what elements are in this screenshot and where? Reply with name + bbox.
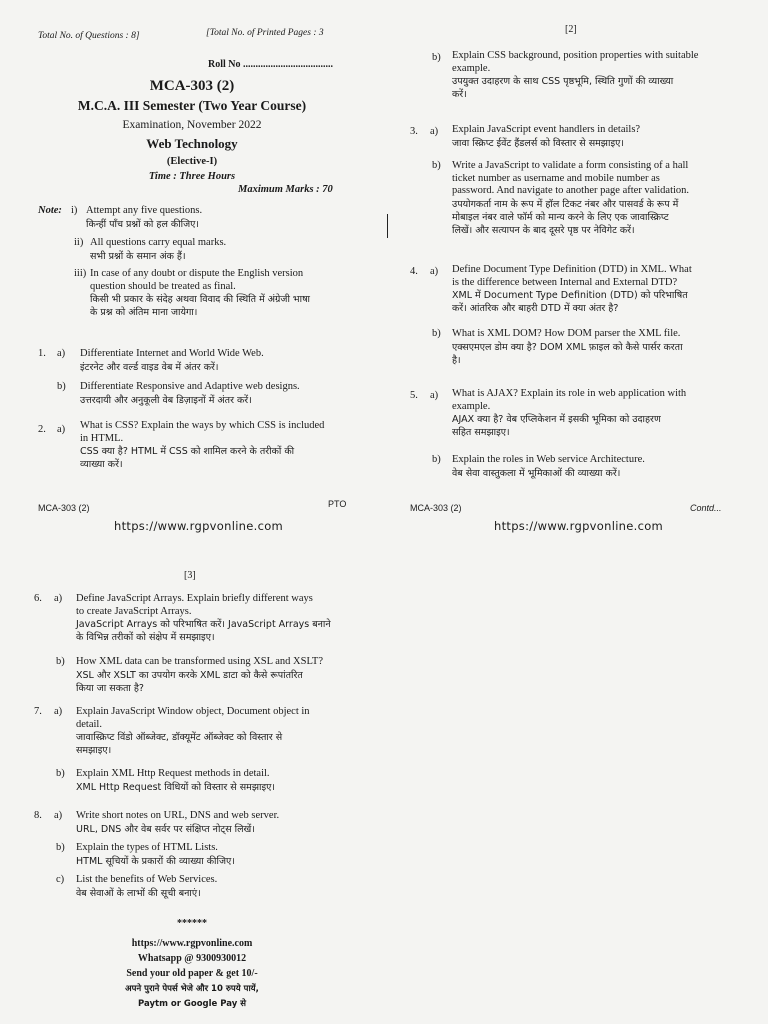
page2-footer-contd: Contd... (690, 503, 722, 513)
promo-payment: Paytm or Google Pay से (138, 999, 246, 1009)
q2a-label: a) (57, 424, 66, 435)
q1b-label: b) (57, 381, 66, 392)
time-label: Time : Three Hours (148, 171, 236, 182)
q6a-text: Define JavaScript Arrays. Explain briefly different ways to create JavaScript Arrays. JavaScript Arrays को परिभाषित करें। JavaScript Arrays बनाने के विभिन्न तरीकों को संक्षेप में समझाइए। (76, 593, 331, 643)
q8a-label: a) (54, 810, 63, 821)
q7a-text: Explain JavaScript Window object, Document object in detail. जावास्क्रिप्ट विंडो ऑब्जेक्ट, डॉक्यूमेंट ऑब्जेक्ट को विस्तार से समझाइए। (76, 706, 310, 756)
course-title: M.C.A. III Semester (Two Year Course) (77, 98, 307, 113)
q3-number: 3. (410, 126, 418, 137)
q6a-label: a) (54, 593, 63, 604)
q2a-text: What is CSS? Explain the ways by which CSS is included in HTML. CSS क्या है? HTML में CSS को शामिल करने के तरीकों की व्याख्या करें। (80, 420, 325, 470)
q6-number: 6. (34, 593, 42, 604)
q3b-label: b) (432, 160, 441, 171)
q4b-label: b) (432, 328, 441, 339)
q7b-label: b) (56, 768, 65, 779)
promo-whatsapp: Whatsapp @ 9300930012 (137, 953, 247, 964)
q3b-text: Write a JavaScript to validate a form consisting of a hall ticket number as username and mobile number as password. And navigate to another page after validation. उपयोगकर्ता नाम के रूप में हॉल टिकट नंबर और पासवर्ड के रूप में मोबाइल नंबर वाले फॉर्म को मान्य करने के लिए एक जावास्क्रिप्ट लिखें। और सत्यापन के बाद दूसरे पृष्ठ पर नेविगेट करें। (452, 160, 690, 236)
note-3: In case of any doubt or dispute the English version question should be treated as final. किसी भी प्रकार के संदेह अथवा विवाद की स्थिति में अंग्रेजी भाषा के प्रश्न को अंतिम माना जायेगा। (90, 268, 311, 318)
note-num-1: i) (71, 205, 78, 216)
q8b-label: b) (56, 842, 65, 853)
q7-number: 7. (34, 706, 42, 717)
q7b-text: Explain XML Http Request methods in detail. XML Http Request विधियों को विस्तार से समझाइए। (76, 768, 276, 793)
q5b-text: Explain the roles in Web service Architecture. वेब सेवा वास्तुकला में भूमिकाओं की व्याख्या करें। (452, 454, 645, 479)
max-marks: Maximum Marks : 70 (238, 184, 333, 195)
total-questions: Total No. of Questions : 8] (38, 31, 140, 41)
footer-pto: PTO (328, 499, 347, 509)
paper-code: MCA-303 (2) (149, 78, 235, 94)
q8c-label: c) (56, 874, 65, 885)
page2-number: [2] (565, 24, 577, 35)
promo-url: https://www.rgpvonline.com (131, 938, 253, 949)
q1a-label: a) (57, 348, 66, 359)
q3a-text: Explain JavaScript event handlers in details? जावा स्क्रिप्ट ईवेंट हैंडलर्स को विस्तार से समझाइए। (452, 124, 641, 149)
end-stars: ****** (177, 918, 207, 929)
q4a-label: a) (430, 266, 439, 277)
q8b-text: Explain the types of HTML Lists. HTML सूचियों के प्रकारों की व्याख्या कीजिए। (76, 842, 235, 867)
page-1 (0, 0, 384, 540)
page2-footer-code: MCA-303 (2) (410, 503, 462, 513)
q5-number: 5. (410, 390, 418, 401)
page2-url: https://www.rgpvonline.com (494, 519, 664, 533)
total-pages: [Total No. of Printed Pages : 3 (206, 28, 324, 38)
q1a-text: Differentiate Internet and World Wide Web. इंटरनेट और वर्ल्ड वाइड वेब में अंतर करें। (80, 348, 264, 373)
q8c-text: List the benefits of Web Services. वेब सेवाओं के लाभों की सूची बनाएं। (76, 874, 218, 899)
subject-title: Web Technology (146, 136, 238, 151)
note-num-3: iii) (74, 268, 87, 279)
q4a-text: Define Document Type Definition (DTD) in XML. What is the difference between Internal and External DTD? XML में Document Type Definition (DTD) को परिभाषित करें। आंतरिक और बाहरी DTD में क्या अंतर है? (452, 264, 692, 314)
note-label: Note: (38, 205, 62, 216)
q6b-text: How XML data can be transformed using XSL and XSLT? XSL और XSLT का उपयोग करके XML डाटा को कैसे रूपांतरित किया जा सकता है? (76, 656, 323, 694)
roll-no: Roll No .................................... (208, 59, 333, 70)
q2-number: 2. (38, 424, 46, 435)
promo-hindi: अपने पुराने पेपर्स भेजे और 10 रुपये पायें, (125, 984, 259, 994)
promo-send-paper: Send your old paper & get 10/- (126, 968, 258, 979)
q1b-text: Differentiate Responsive and Adaptive web designs. उत्तरदायी और अनुकूली वेब डिज़ाइनों में अंतर करें। (80, 381, 300, 406)
q7a-label: a) (54, 706, 63, 717)
q4-number: 4. (410, 266, 418, 277)
q4b-text: What is XML DOM? How DOM parser the XML file. एक्सएमएल डोम क्या है? DOM XML फ़ाइल को कैसे पार्सर करता है। (452, 328, 683, 366)
q5a-label: a) (430, 390, 439, 401)
page-2 (384, 0, 768, 540)
q5a-text: What is AJAX? Explain its role in web application with example. AJAX क्या है? वेब एप्लिकेशन में इसकी भूमिका को उदाहरण सहित समझाइए। (452, 388, 687, 438)
q1-number: 1. (38, 348, 46, 359)
note-2: All questions carry equal marks. सभी प्रश्नों के समान अंक हैं। (90, 237, 227, 262)
q2b-text: Explain CSS background, position properties with suitable example. उपयुक्त उदाहरण के साथ CSS पृष्ठभूमि, स्थिति गुणों की व्याख्या करें। (452, 50, 699, 100)
note-num-2: ii) (74, 237, 84, 248)
q6b-label: b) (56, 656, 65, 667)
exam-session: Examination, November 2022 (122, 119, 262, 131)
note-1: Attempt any five questions. किन्हीं पाँच प्रश्नों को हल कीजिए। (86, 205, 203, 230)
q8-number: 8. (34, 810, 42, 821)
page1-url: https://www.rgpvonline.com (114, 519, 284, 533)
footer-code: MCA-303 (2) (38, 503, 90, 513)
q5b-label: b) (432, 454, 441, 465)
page-3 (0, 560, 384, 1024)
page3-number: [3] (184, 570, 196, 581)
q8a-text: Write short notes on URL, DNS and web server. URL, DNS और वेब सर्वर पर संक्षिप्त नोट्स लिखें। (76, 810, 280, 835)
elective-label: (Elective-I) (166, 156, 218, 167)
q2b-label: b) (432, 52, 441, 63)
q3a-label: a) (430, 126, 439, 137)
